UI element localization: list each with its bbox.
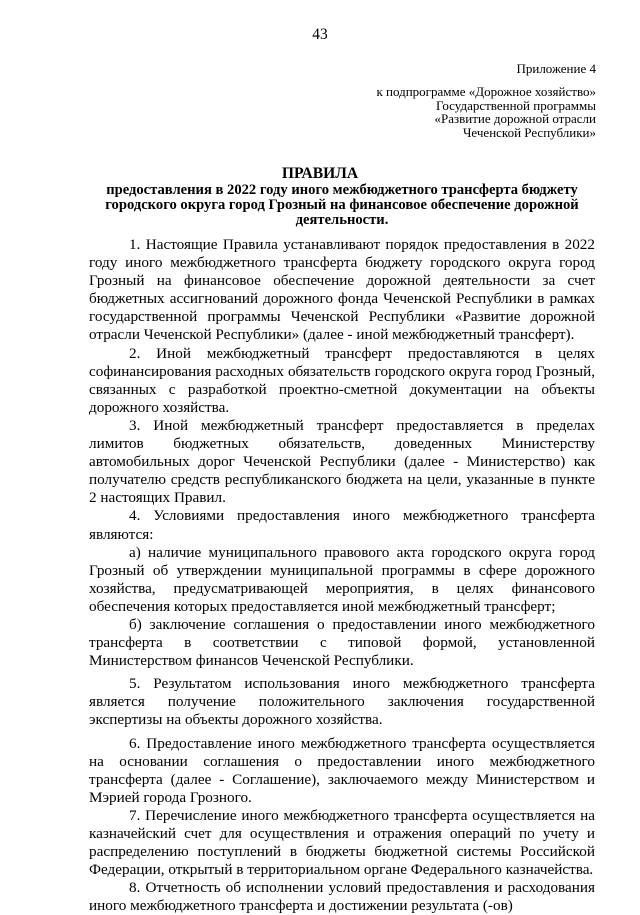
paragraph-4b: б) заключение соглашения о предоставлении иного межбюджетного трансферта в соответствии с типовой формой, установленной Министерством финансов Чеченской Республики.	[89, 615, 595, 670]
appendix-line: к подпрограмме «Дорожное хозяйство»	[376, 84, 596, 100]
paragraph-3: 3. Иной межбюджетный трансферт предоставляется в пределах лимитов бюджетных обязательств, доведенных Министерству автомобильных дорог Чеченской Республики (далее - Министерство) как получателю средств республиканского бюджета на цели, указанные в пункте 2 настоящих Правил.	[89, 416, 595, 507]
paragraph-1: 1. Настоящие Правила устанавливают порядок предоставления в 2022 году иного межбюджетного трансферта бюджету городского округа город Грозный на финансовое обеспечение дорожной деятельности за счет бюджетных ассигнований дорожного фонда Чеченской Республики в рамках государственной программы Чеченской Республики «Развитие дорожной отрасли Чеченской Республики» (далее - иной межбюджетный трансферт).	[89, 236, 595, 344]
paragraph-5: 5. Результатом использования иного межбюджетного трансферта является получение положительного заключения государственной экспертизы на объекты дорожного хозяйства.	[89, 675, 595, 729]
appendix-line: Чеченской Республики»	[462, 124, 596, 140]
paragraph-6: 6. Предоставление иного межбюджетного трансферта осуществляется на основании соглашения о предоставлении иного межбюджетного трансферта (далее - Соглашение), заключаемого между Министерством и Мэрией города Грозного.	[89, 734, 595, 806]
page-number: 43	[312, 26, 328, 43]
paragraph-4a: а) наличие муниципального правового акта городского округа город Грозный об утверждении муниципальной программы в сфере дорожного хозяйства, предусматривающей мероприятия, в целях финансового обеспечения которых предоставляется иной межбюджетный трансферт;	[89, 543, 595, 615]
paragraph-4: 4. Условиями предоставления иного межбюджетного трансферта являются:	[89, 507, 595, 543]
document-subtitle: предоставления в 2022 году иного межбюджетного трансферта бюджету городского округа город Грозный на финансовое обеспечение дорожной деятельности.	[105, 182, 579, 229]
document-title: ПРАВИЛА	[281, 165, 359, 182]
appendix-line: Государственной программы	[435, 97, 596, 113]
appendix-title: Приложение 4	[516, 61, 596, 76]
appendix-reference	[236, 62, 596, 139]
appendix-line: «Развитие дорожной отрасли	[434, 111, 596, 127]
document-body	[89, 236, 595, 915]
paragraph-8: 8. Отчетность об исполнении условий предоставления и расходования иного межбюджетного трансферта и достижении результата (-ов)	[89, 879, 595, 915]
paragraph-2: 2. Иной межбюджетный трансферт предоставляются в целях софинансирования расходных обязательств городского округа город Грозный, связанных с разработкой проектно-сметной документации на объекты дорожного хозяйства.	[89, 344, 595, 416]
paragraph-7: 7. Перечисление иного межбюджетного трансферта осуществляется на казначейский счет для осуществления и отражения операций по учету и распределению поступлений в бюджеты бюджетной системы Российской Федерации, открытый в территориальном органе Федерального казначейства.	[89, 806, 595, 879]
